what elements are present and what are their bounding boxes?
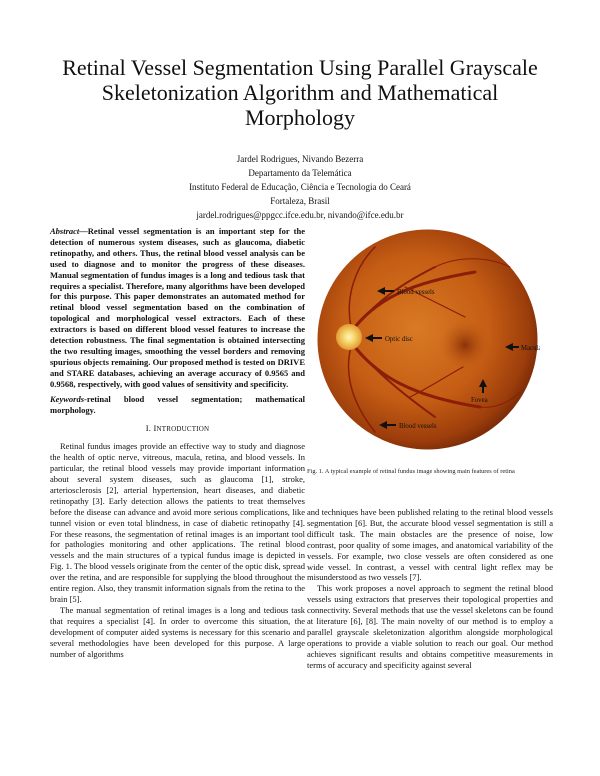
arrow-optic-disc-shaft	[373, 337, 382, 339]
intro-paragraph-2: The manual segmentation of retinal images is a long and tedious task that requires a specialist [4]. In order to overcome this situation, the development of computer aided systems is necessary for this scenario and several methodologies have been developed for this purpose. A large number of algorithms	[50, 604, 305, 659]
section-name-rest: NTRODUCTION	[156, 425, 210, 434]
author-block	[150, 152, 450, 222]
keywords-lead: Keywords	[50, 393, 84, 404]
abstract-lead: Abstract	[50, 226, 80, 236]
label-blood-vessels-bottom: Blood vessels	[399, 423, 437, 430]
right-paragraph-1: and techniques have been published relating to the retinal blood vessels segmentation [6]. But, the accurate blood vessel segmentation is still a difficult task. The main obstacles are the presence of noise, low contrast, poor quality of some images, and anatomical variability of the vessels. For example, two close vessels are often considered as one wide vessel. In contrast, a vessel with central light reflex may be misunderstood as two vessels [7].	[307, 507, 553, 583]
section-heading-introduction	[50, 423, 305, 435]
arrow-blood-vessels-top-shaft	[385, 290, 394, 292]
arrow-blood-vessels-bottom-shaft	[387, 424, 396, 426]
paper-title: Retinal Vessel Segmentation Using Parallel Grayscale Skeletonization Algorithm and Mathematical Morphology	[62, 55, 538, 130]
abstract-text: —Retinal vessel segmentation is an important step for the detection of numerous system diseases, such as glaucoma, diabetic retinopathy, and others. Thus, the retinal blood vessel analysis can be used to diagnose and to monitor the progress of these diseases. Manual segmentation of fundus images is a long and tedious task that requires a specialist. Therefore, many algorithms have been developed for this purpose. This paper demonstrates an automated method for retinal blood vessel segmentation based on the combination of topological and morphological vessel extractors. Each of these extractors is based on different blood vessel features to increase the detection robustness. The final segmentation is obtained intersecting the two resulting images, smoothing the vessel borders and removing spurious objects remaining. Our proposed method is tested on DRIVE and STARE databases, achieving an average accuracy of 0.9565 and 0.9568, respectively, with good values of sensitivity and specificity.	[50, 226, 305, 389]
left-column	[50, 226, 305, 659]
keywords	[50, 394, 305, 416]
figure-caption: Fig. 1. A typical example of retinal fundus image showing main features of retina	[307, 468, 515, 475]
label-blood-vessels-top: Blood vessels	[397, 289, 435, 296]
arrow-fovea-shaft	[482, 387, 484, 393]
section-name-initial: I	[153, 423, 157, 434]
label-macula: Macula	[521, 345, 540, 352]
fundus-figure	[315, 227, 540, 452]
keywords-text: -retinal blood vessel segmentation; mathematical morphology.	[50, 393, 305, 415]
fundus-image	[315, 227, 540, 452]
macula-shading	[439, 319, 491, 371]
label-optic-disc: Optic disc	[385, 336, 413, 343]
right-column	[307, 507, 553, 671]
abstract	[50, 226, 305, 390]
right-paragraph-2: This work proposes a novel approach to segment the retinal blood vessels using extractors that preserves their topological properties and connectivity. Several methods that use the vessel skeletons can be found at literature [6], [8]. The main novelty of our method is to employ a parallel grayscale skeletonization algorithm alongside morphological operations to provide a viable solution to reach our goal. Our method achieves significant results and obtains competitive measurements in terms of accuracy and specificity against several	[307, 583, 553, 670]
label-fovea: Fovea	[471, 397, 488, 404]
optic-disc	[336, 324, 362, 350]
author-department: Departamento da Telemática	[248, 168, 352, 178]
author-names: Jardel Rodrigues, Nivando Bezerra	[236, 154, 364, 164]
section-number: I.	[145, 423, 152, 434]
author-emails: jardel.rodrigues@ppgcc.ifce.edu.br, nivando@ifce.edu.br	[196, 210, 404, 220]
intro-paragraph-1: Retinal fundus images provide an effective way to study and diagnose the health of optic nerve, vitreous, macula, retina, and blood vessels. In particular, the retinal blood vessels may provide important information about several system diseases, such as glaucoma [1], stroke, arteriosclerosis [2], arterial hypertension, heart diseases, and diabetic retinopathy [3]. Early detection allows the patients to treat themselves before the disease can advance and avoid more serious complications, like tunnel vision or even total blindness, in case of diabetic retinopathy [4]. For these reasons, the segmentation of retinal images is an important tool for pathologies monitoring and other applications. The retinal blood vessels and the main structures of a typical fundus image is depicted in Fig. 1. The blood vessels originate from the center of the optic disk, spread over the retina, and are responsible for supplying the blood throughout the entire region. Also, they transmit information signals from the retina to the brain [5].	[50, 441, 305, 604]
author-location: Fortaleza, Brasil	[270, 196, 330, 206]
author-institute: Instituto Federal de Educação, Ciência e Tecnologia do Ceará	[189, 182, 411, 192]
arrow-macula-shaft	[513, 346, 519, 348]
